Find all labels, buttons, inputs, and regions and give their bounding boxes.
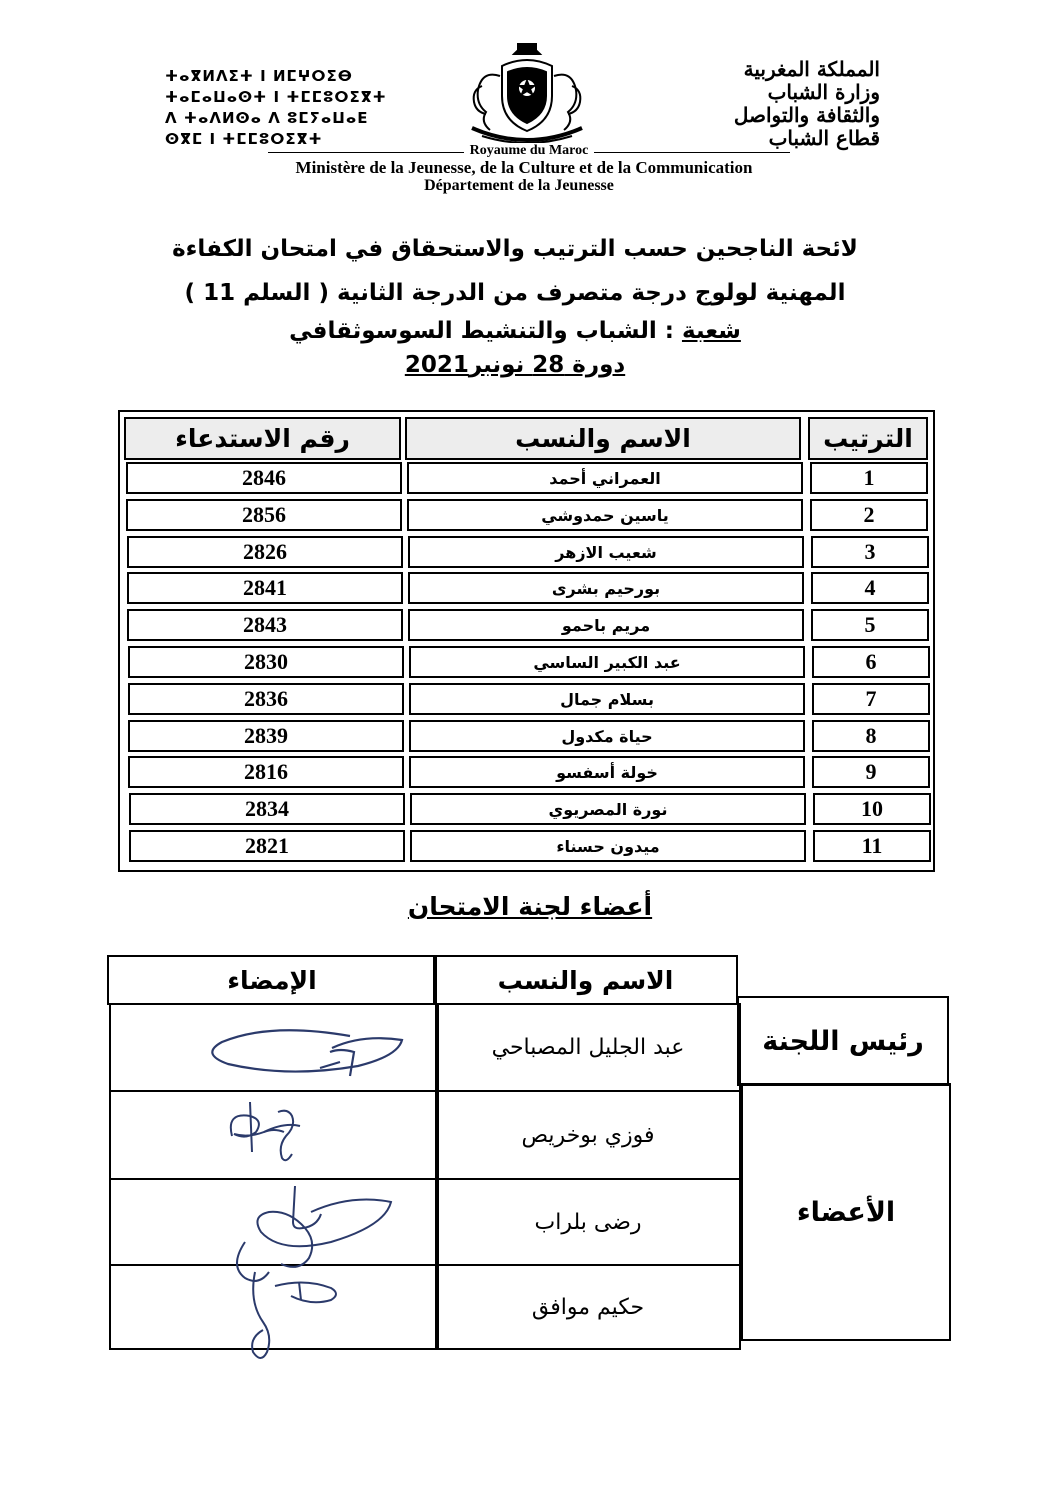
member-signature-icon (220, 1092, 330, 1172)
row-name: شعيب الازهر (408, 536, 804, 568)
title-line-1: لائحة الناجحين حسب الترتيب والاستحقاق في امتحان الكفاءة (172, 236, 858, 262)
tifinagh-header (165, 66, 425, 150)
row-convocation: 2834 (129, 793, 405, 825)
member-name: حكيم موافق (435, 1264, 741, 1350)
row-rank: 2 (810, 499, 928, 531)
president-name: عبد الجليل المصباحي (435, 1003, 741, 1092)
row-name: ميدون حسناء (410, 830, 806, 862)
tifinagh-line: ⵜⴰⵎⴰⵡⴰⵙⵜ ⵏ ⵜⵎⵎⵓⵔⵉⴳⵜ (165, 88, 387, 106)
member-name: فوزي بوخريص (435, 1090, 741, 1180)
committee-header-name: الاسم والنسب (433, 955, 738, 1005)
french-ministry: Ministère de la Jeunesse, de la Culture et de la Communication (295, 158, 753, 177)
row-convocation: 2821 (129, 830, 405, 862)
tifinagh-line: ⴷ ⵜⴰⴷⵍⵙⴰ ⴷ ⵓⵎⵢⴰⵡⴰⴹ (165, 109, 369, 127)
row-name: خولة أسفسو (409, 756, 805, 788)
row-name: حياة مكدول (409, 720, 805, 752)
row-convocation: 2816 (128, 756, 404, 788)
members-label: الأعضاء (741, 1083, 951, 1341)
row-name: ياسين حمدوشي (407, 499, 803, 531)
french-kingdom: Royaume du Maroc (0, 143, 1058, 159)
president-label: رئيس اللجنة (737, 996, 949, 1086)
row-rank: 3 (811, 536, 929, 568)
committee-title: أعضاء لجنة الامتحان (407, 892, 653, 921)
row-name: مريم باحمو (408, 609, 804, 641)
row-name: نورة المصريوي (410, 793, 806, 825)
committee-header-signature: الإمضاء (107, 955, 437, 1005)
french-department: Département de la Jeunesse (424, 177, 614, 194)
row-convocation: 2856 (126, 499, 402, 531)
arabic-header-line: قطاع الشباب (768, 126, 880, 150)
arabic-ministry-header (580, 58, 880, 150)
title-line-3 (140, 318, 890, 344)
row-rank: 11 (813, 830, 931, 862)
row-convocation: 2836 (128, 683, 404, 715)
tifinagh-line: ⵙⴳⵎ ⵏ ⵜⵎⵎⵓⵔⵉⴳⵜ (165, 130, 323, 148)
member-signature-icon (215, 1182, 405, 1372)
arabic-header-line: والثقافة والتواصل (733, 103, 880, 127)
arabic-header-line: المملكة المغربية (743, 57, 880, 81)
branch-label: شعبة (681, 318, 741, 344)
member-name: رضى بلراب (435, 1178, 741, 1266)
row-convocation: 2839 (128, 720, 404, 752)
arabic-header-line: وزارة الشباب (767, 80, 880, 104)
row-rank: 4 (811, 572, 929, 604)
row-name: بسلام جمال (409, 683, 805, 715)
tifinagh-line: ⵜⴰⴳⵍⴷⵉⵜ ⵏ ⵍⵎⵖⵔⵉⴱ (165, 67, 353, 85)
header-name: الاسم والنسب (405, 417, 801, 460)
row-name: العمراني أحمد (407, 462, 803, 494)
row-rank: 8 (812, 720, 930, 752)
row-convocation: 2843 (127, 609, 403, 641)
row-rank: 10 (813, 793, 931, 825)
row-convocation: 2826 (127, 536, 403, 568)
branch-value: : الشباب والتنشيط السوسوثقافي (289, 318, 682, 344)
row-convocation: 2830 (128, 646, 404, 678)
row-name: عبد الكبير الساسي (409, 646, 805, 678)
row-rank: 1 (810, 462, 928, 494)
row-rank: 7 (812, 683, 930, 715)
title-session: دورة 28 نونبر2021 (404, 352, 626, 378)
row-rank: 6 (812, 646, 930, 678)
row-convocation: 2841 (127, 572, 403, 604)
header-convocation: رقم الاستدعاء (124, 417, 401, 460)
row-rank: 5 (811, 609, 929, 641)
header-rank: الترتيب (808, 417, 928, 460)
president-signature-icon (200, 1012, 420, 1092)
row-name: بورحيم بشرى (408, 572, 804, 604)
title-line-2: المهنية لولوج درجة متصرف من الدرجة الثانية ( السلم 11 ) (184, 280, 846, 306)
row-rank: 9 (812, 756, 930, 788)
row-convocation: 2846 (126, 462, 402, 494)
